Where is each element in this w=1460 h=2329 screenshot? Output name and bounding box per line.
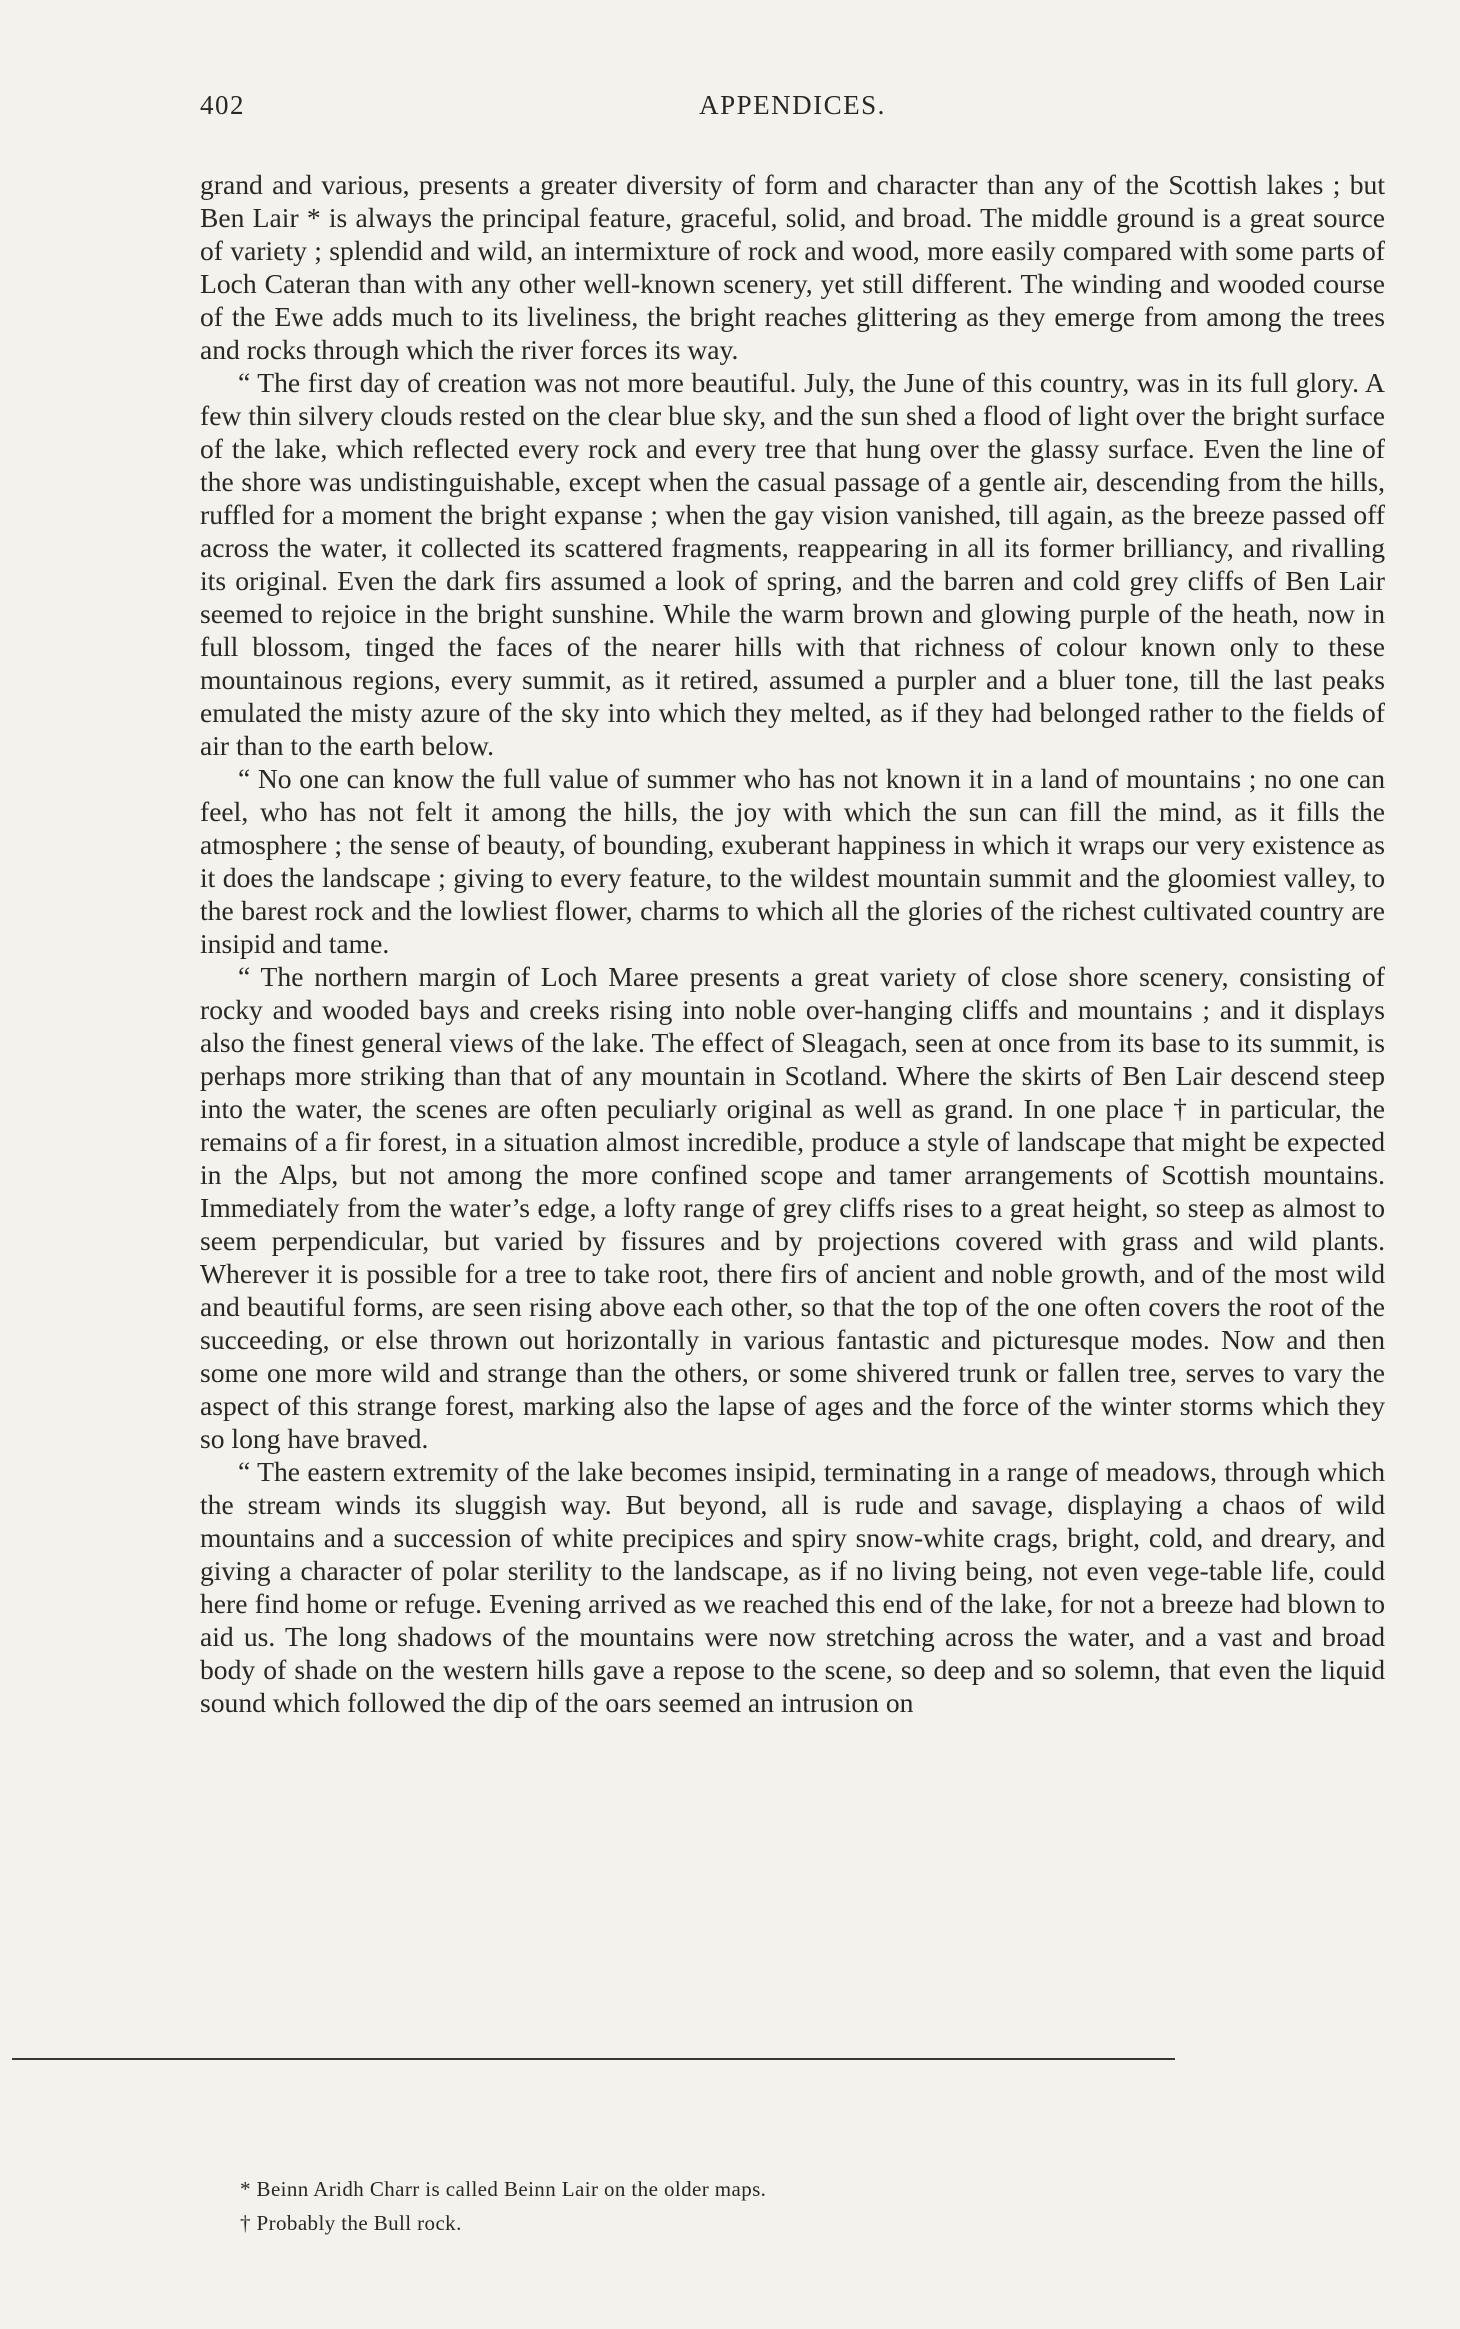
- footnotes: [240, 2172, 1140, 2240]
- paragraph-4: “ The northern margin of Loch Maree presents a great variety of close shore scenery, consisting of rocky and wooded bays and creeks rising into noble over-hanging cliffs and mountains ; and it displays also the finest general views of the lake. The effect of Sleagach, seen at once from its base to its summit, is perhaps more striking than that of any mountain in Scotland. Where the skirts of Ben Lair descend steep into the water, the scenes are often peculiarly original as well as grand. In one place † in particular, the remains of a fir forest, in a situation almost incredible, produce a style of landscape that might be expected in the Alps, but not among the more confined scope and tamer arrangements of Scottish mountains. Immediately from the water’s edge, a lofty range of grey cliffs rises to a great height, so steep as almost to seem perpendicular, but varied by fissures and by projections covered with grass and wild plants. Wherever it is possible for a tree to take root, there firs of ancient and noble growth, and of the most wild and beautiful forms, are seen rising above each other, so that the top of the one often covers the root of the succeeding, or else thrown out horizontally in various fantastic and picturesque modes. Now and then some one more wild and strange than the others, or some shivered trunk or fallen tree, serves to vary the aspect of this strange forest, marking also the lapse of ages and the force of the winter storms which they so long have braved.: [200, 961, 1385, 1454]
- running-head: APPENDICES.: [699, 90, 886, 120]
- footnote-divider: [12, 2058, 1175, 2060]
- footnote-1: * Beinn Aridh Charr is called Beinn Lair on the older maps.: [240, 2177, 767, 2201]
- footnote-2: † Probably the Bull rock.: [240, 2211, 462, 2235]
- book-page: [200, 90, 1385, 1719]
- page-number: 402: [200, 90, 245, 120]
- paragraph-1: grand and various, presents a greater diversity of form and character than any of the Scottish lakes ; but Ben Lair * is always the principal feature, graceful, solid, and broad. The middle ground is a great source of variety ; splendid and wild, an intermixture of rock and wood, more easily compared with some parts of Loch Cateran than with any other well-known scenery, yet still different. The winding and wooded course of the Ewe adds much to its liveliness, the bright reaches glittering as they emerge from among the trees and rocks through which the river forces its way.: [200, 169, 1385, 365]
- page-header: [200, 90, 1385, 134]
- body-text: [200, 168, 1385, 1719]
- paragraph-3: “ No one can know the full value of summer who has not known it in a land of mountains ; no one can feel, who has not felt it among the hills, the joy with which the sun can fill the mind, as it fills the atmosphere ; the sense of beauty, of bounding, exuberant happiness in which it wraps our very existence as it does the landscape ; giving to every feature, to the wildest mountain summit and the gloomiest valley, to the barest rock and the lowliest flower, charms to which all the glories of the richest cultivated country are insipid and tame.: [200, 763, 1385, 959]
- paragraph-2: “ The first day of creation was not more beautiful. July, the June of this country, was in its full glory. A few thin silvery clouds rested on the clear blue sky, and the sun shed a flood of light over the bright surface of the lake, which reflected every rock and every tree that hung over the glassy surface. Even the line of the shore was undistinguishable, except when the casual passage of a gentle air, descending from the hills, ruffled for a moment the bright expanse ; when the gay vision vanished, till again, as the breeze passed off across the water, it collected its scattered fragments, reappearing in all its former brilliancy, and rivalling its original. Even the dark firs assumed a look of spring, and the barren and cold grey cliffs of Ben Lair seemed to rejoice in the bright sunshine. While the warm brown and glowing purple of the heath, now in full blossom, tinged the faces of the nearer hills with that richness of colour known only to these mountainous regions, every summit, as it retired, assumed a purpler and a bluer tone, till the last peaks emulated the misty azure of the sky into which they melted, as if they had belonged rather to the fields of air than to the earth below.: [200, 367, 1385, 761]
- paragraph-5: “ The eastern extremity of the lake becomes insipid, terminating in a range of meadows, through which the stream winds its sluggish way. But beyond, all is rude and savage, displaying a chaos of wild mountains and a succession of white precipices and spiry snow-white crags, bright, cold, and dreary, and giving a character of polar sterility to the landscape, as if no living being, not even vege-table life, could here find home or refuge. Evening arrived as we reached this end of the lake, for not a breeze had blown to aid us. The long shadows of the mountains were now stretching across the water, and a vast and broad body of shade on the western hills gave a repose to the scene, so deep and so solemn, that even the liquid sound which followed the dip of the oars seemed an intrusion on: [200, 1456, 1385, 1718]
